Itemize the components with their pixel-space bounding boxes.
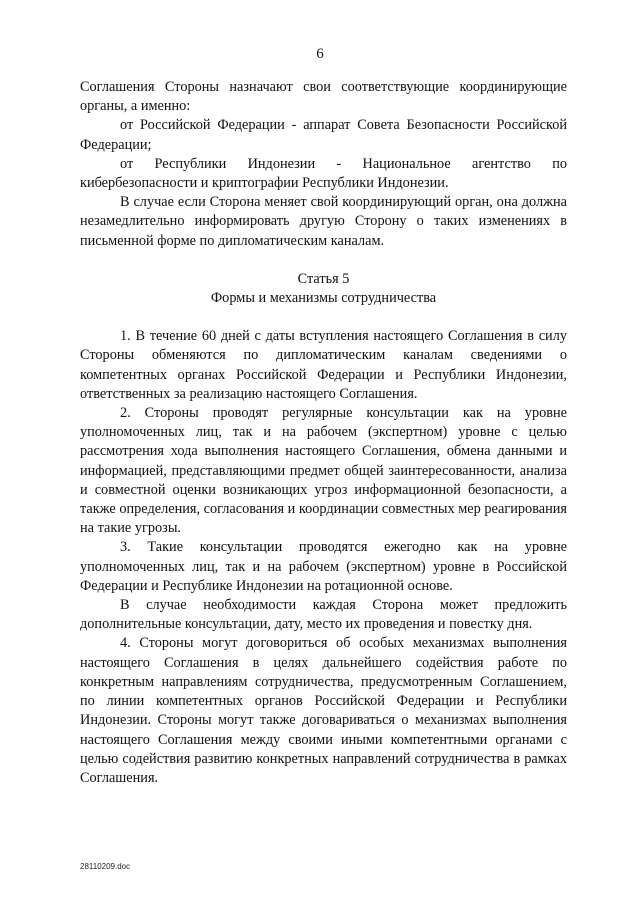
page-number: 6 xyxy=(316,46,324,62)
paragraph-continuation: Соглашения Стороны назначают свои соответствующие координирующие органы, а именно: xyxy=(80,79,567,115)
article-heading xyxy=(80,270,567,308)
article-title: Формы и механизмы сотрудничества xyxy=(210,290,437,307)
paragraph-russia-body: от Российской Федерации - аппарат Совета Безопасности Российской Федерации; xyxy=(80,117,567,153)
paragraph-change-body: В случае если Сторона меняет свой координирующий орган, она должна незамедлительно информировать другую Сторону о таких изменениях в письменной форме по дипломатическим каналам. xyxy=(80,194,567,249)
article-clause-3: 3. Такие консультации проводятся ежегодно как на уровне уполномоченных лиц, так и на рабочем (экспертном) уровне в Российской Федерации и Республике Индонезии на ротационной основе. xyxy=(80,539,567,594)
article-clause-2: 2. Стороны проводят регулярные консультации как на уровне уполномоченных лиц, так и на рабочем (экспертном) уровне с целью рассмотрения хода выполнения настоящего Соглашения, обмена данными и информацией, представляющими предмет общей заинтересованности, анализа и совместной оценки возникающих угроз информационной безопасности, а также определения, согласования и координации совместных мер реагирования на такие угрозы. xyxy=(80,405,567,537)
paragraph-indonesia-body: от Республики Индонезии - Национальное агентство по кибербезопасности и криптографии Республики Индонезии. xyxy=(80,155,567,192)
document-body xyxy=(80,78,567,788)
article-clause-4: 4. Стороны могут договориться об особых механизмах выполнения настоящего Соглашения в целях дальнейшего содействия работе по конкретным направлениям сотрудничества, предусмотренным Соглашением, по линии компетентных органов Российской Федерации и Республики Индонезии. Стороны могут также договариваться о механизмах выполнения настоящего Соглашения между своими иными компетентными органами с целью содействия развитию конкретных направлений сотрудничества в рамках Соглашения. xyxy=(80,635,567,786)
article-clause-3-additional: В случае необходимости каждая Сторона может предложить дополнительные консультации, дату, место их проведения и повестку дня. xyxy=(80,597,567,633)
footer-file-code: 28110209.doc xyxy=(80,862,131,871)
article-clause-1: 1. В течение 60 дней с даты вступления настоящего Соглашения в силу Стороны обменяются по дипломатическим каналам сведениями о компетентных органах Российской Федерации и Республики Индонезии, ответственных за реализацию настоящего Соглашения. xyxy=(80,328,567,402)
article-number: Статья 5 xyxy=(297,270,350,287)
